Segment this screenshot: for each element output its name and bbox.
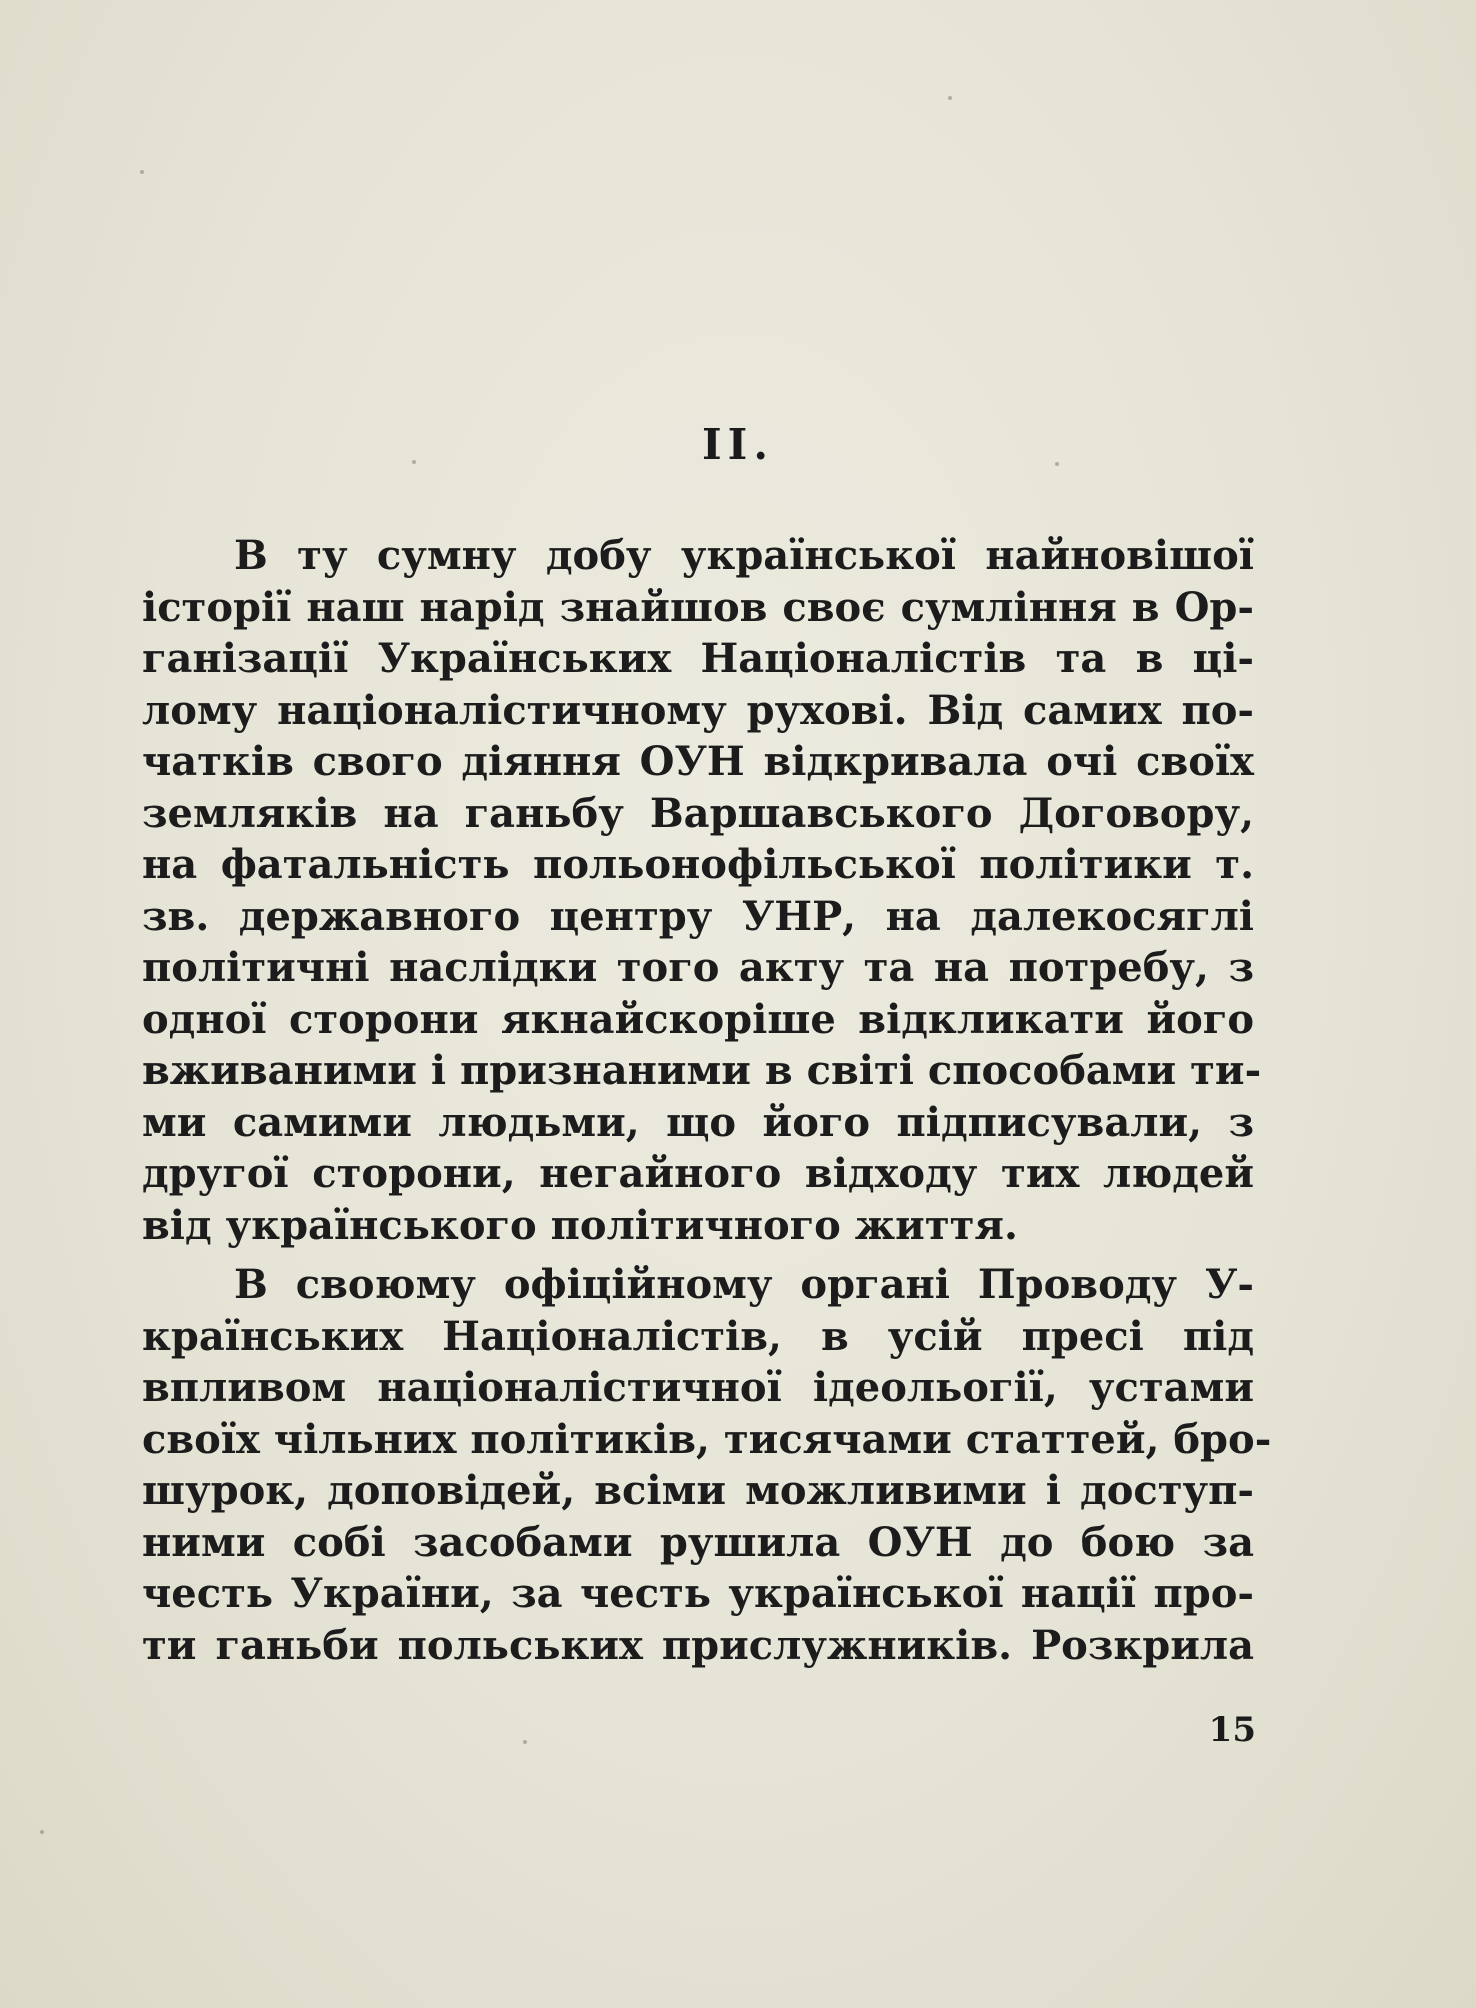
text-line: В ту сумну добу української найновішої bbox=[234, 532, 1254, 579]
text-line: ти ганьби польських прислужників. Розкрила bbox=[142, 1621, 1254, 1669]
text-line: країнських Націоналістів, в усій пресі під bbox=[142, 1312, 1254, 1360]
text-line: В своюму офіційному органі Проводу У- bbox=[234, 1261, 1254, 1308]
text-line: лому націоналістичному рухові. Від самих по- bbox=[142, 686, 1254, 734]
paragraph-2 bbox=[142, 1259, 1272, 1671]
text-line: на фатальність польонофільської політики т. bbox=[142, 841, 1254, 888]
paper-speck bbox=[948, 96, 952, 100]
page-number: 15 bbox=[1208, 1710, 1256, 1750]
text-line: другої сторони, негайного відходу тих людей bbox=[142, 1150, 1254, 1197]
chapter-heading: II. bbox=[702, 420, 774, 469]
text-line: від українського політичного життя. bbox=[142, 1201, 1018, 1249]
text-line: чатків свого діяння ОУН відкривала очі своїх bbox=[142, 738, 1254, 785]
text-line: ними собі засобами рушила ОУН до бою за bbox=[142, 1518, 1254, 1566]
text-line: своїх чільних політиків, тисячами статтей, бро- bbox=[142, 1415, 1272, 1463]
text-line: історії наш нарід знайшов своє сумління в Ор- bbox=[142, 583, 1254, 631]
text-line: ганізації Українських Націоналістів та в ці- bbox=[142, 635, 1254, 682]
paper-speck bbox=[140, 170, 144, 174]
text-line: вживаними і признаними в світі способами ти- bbox=[142, 1047, 1262, 1094]
text-line: шурок, доповідей, всіми можливими і доступ- bbox=[142, 1467, 1254, 1514]
text-line: політичні наслідки того акту та на потребу, з bbox=[142, 944, 1254, 991]
paragraph-1 bbox=[142, 530, 1262, 1251]
text-line: зв. державного центру УНР, на далекосяглі bbox=[142, 892, 1254, 940]
paper-speck bbox=[40, 1830, 44, 1834]
text-line: впливом націоналістичної ідеольогії, устами bbox=[142, 1364, 1254, 1411]
text-line: одної сторони якнайскоріше відкликати його bbox=[142, 995, 1254, 1043]
body-text bbox=[142, 530, 1272, 1671]
paragraph-gap bbox=[142, 1251, 1254, 1259]
paper-speck bbox=[523, 1740, 527, 1744]
text-line: честь України, за честь української нації про- bbox=[142, 1570, 1254, 1617]
text-line: ми самими людьми, що його підписували, з bbox=[142, 1098, 1254, 1146]
text-line: земляків на ганьбу Варшавського Договору, bbox=[142, 789, 1254, 837]
